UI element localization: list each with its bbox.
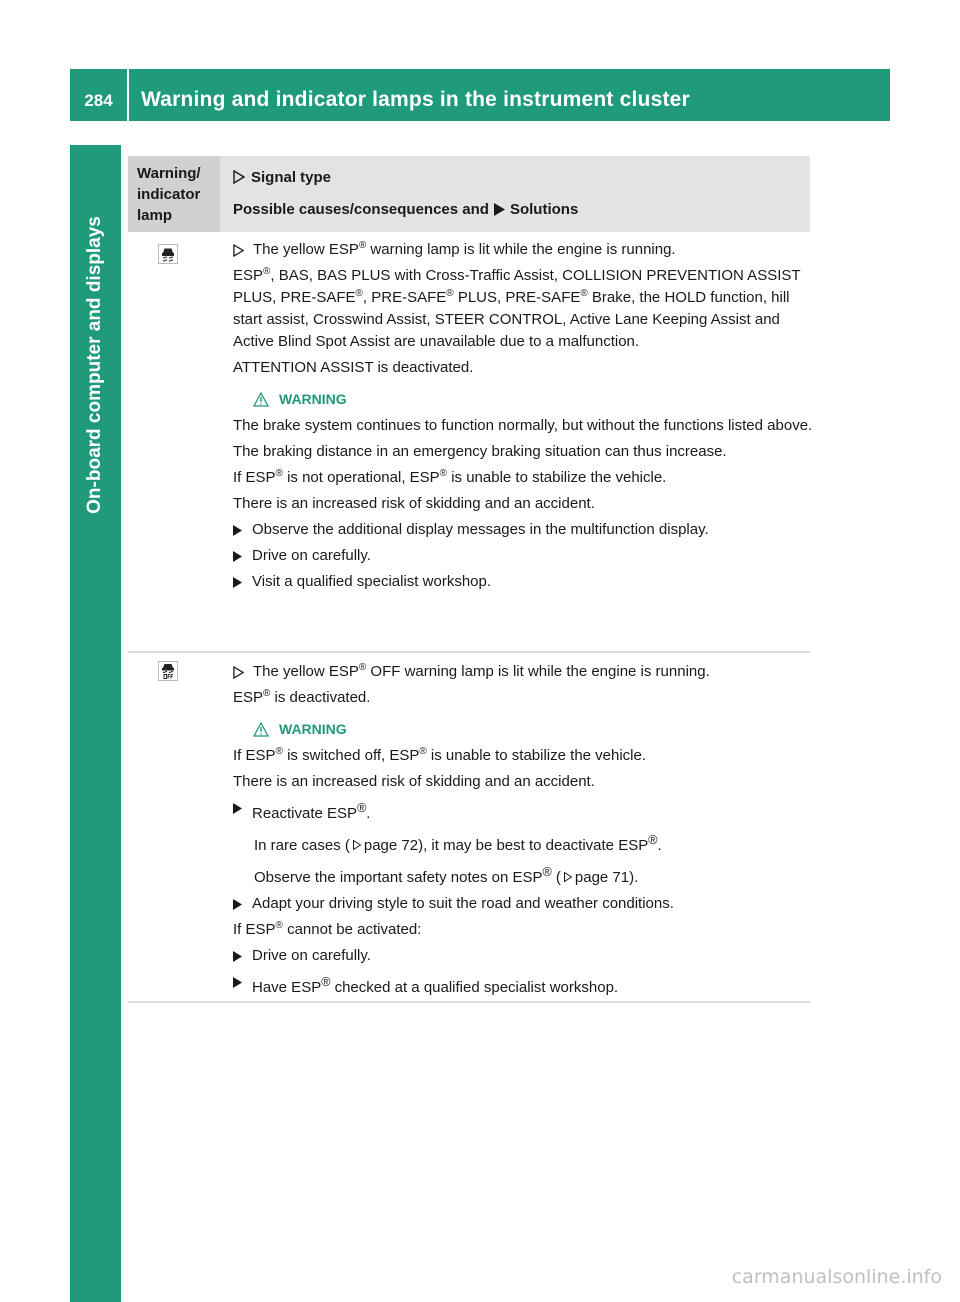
action-item: Have ESP® checked at a qualified specialist workshop.: [233, 971, 813, 999]
warning-text: There is an increased risk of skidding and an accident.: [233, 495, 595, 512]
esp-off-lamp-icon: [158, 661, 178, 681]
signal-type-icon: [233, 244, 244, 257]
signal-type-label: Signal type: [251, 168, 332, 186]
page-reference-icon: [564, 872, 572, 882]
action-arrow-icon: [233, 951, 242, 962]
signal-column-heading: [233, 166, 578, 220]
esp-deactivated-text: ESP® is deactivated.: [233, 688, 371, 706]
page-reference-icon: [353, 840, 361, 850]
solutions-arrow-icon: [494, 203, 505, 216]
watermark: carmanualsonline.info: [731, 1266, 942, 1288]
warning-triangle-icon: [253, 392, 269, 407]
row-esp-off: [233, 661, 813, 1003]
action-item: Reactivate ESP®.: [233, 797, 813, 825]
action-item: Observe the additional display messages in the multifunction display.: [233, 519, 813, 541]
header-divider: [127, 69, 129, 121]
action-note: In rare cases ( page 72), it may be best to deactivate ESP®.: [254, 833, 662, 854]
action-item: Visit a qualified specialist workshop.: [233, 571, 813, 593]
cannot-activate-text: If ESP® cannot be activated:: [233, 920, 422, 938]
row-esp-warning: [233, 239, 813, 597]
signal-type-icon: [233, 666, 244, 679]
action-note: Observe the important safety notes on ESP® ( page 71).: [254, 865, 639, 886]
action-item: Drive on carefully.: [233, 545, 813, 567]
signal-type-icon: [233, 170, 245, 184]
esp-warning-lamp-icon: [158, 244, 178, 264]
warning-text: There is an increased risk of skidding and an accident.: [233, 773, 595, 790]
warning-heading: WARNING: [253, 719, 813, 739]
action-item: Drive on carefully.: [233, 945, 813, 967]
warning-text: If ESP® is switched off, ESP® is unable to stabilize the vehicle.: [233, 746, 647, 764]
action-arrow-icon: [233, 525, 242, 536]
row-divider: [128, 651, 810, 653]
warning-triangle-icon: [253, 722, 269, 737]
lamp-column-heading: Warning/ indicator lamp: [137, 165, 201, 224]
section-tab-strip: [70, 585, 121, 1302]
action-arrow-icon: [233, 803, 242, 814]
action-arrow-icon: [233, 577, 242, 588]
page-title: Warning and indicator lamps in the instrument cluster: [141, 88, 690, 111]
action-arrow-icon: [233, 899, 242, 910]
row-divider: [128, 1001, 810, 1003]
solutions-label: Solutions: [509, 200, 579, 218]
attention-assist-text: ATTENTION ASSIST is deactivated.: [233, 359, 474, 376]
causes-label: Possible causes/consequences and: [233, 200, 489, 218]
action-arrow-icon: [233, 977, 242, 988]
warning-heading: WARNING: [253, 389, 813, 409]
warning-text: The brake system continues to function normally, but without the functions listed above.: [233, 417, 813, 434]
warning-text: If ESP® is not operational, ESP® is unable to stabilize the vehicle.: [233, 468, 667, 486]
section-tab-label: On-board computer and displays: [84, 216, 105, 514]
warning-text: The braking distance in an emergency braking situation can thus increase.: [233, 443, 727, 460]
action-item: Adapt your driving style to suit the road and weather conditions.: [233, 893, 813, 915]
signal-text: The yellow ESP® warning lamp is lit while the engine is running.: [233, 239, 813, 261]
signal-text: The yellow ESP® OFF warning lamp is lit while the engine is running.: [233, 661, 813, 683]
page-number: 284: [84, 91, 113, 110]
unavailable-functions-text: ESP®, BAS, BAS PLUS with Cross-Traffic Assist, COLLISION PREVENTION ASSIST PLUS, PRE-SAFE®, PRE-SAFE® PLUS, PRE-SAFE® Brake, the HOLD function, hill start assist, Crosswind Assist, STEER CONTROL, Active Lane Keeping Assist and Active Blind Spot Assist are unavailable due to a malfunction.: [233, 266, 801, 350]
action-arrow-icon: [233, 551, 242, 562]
